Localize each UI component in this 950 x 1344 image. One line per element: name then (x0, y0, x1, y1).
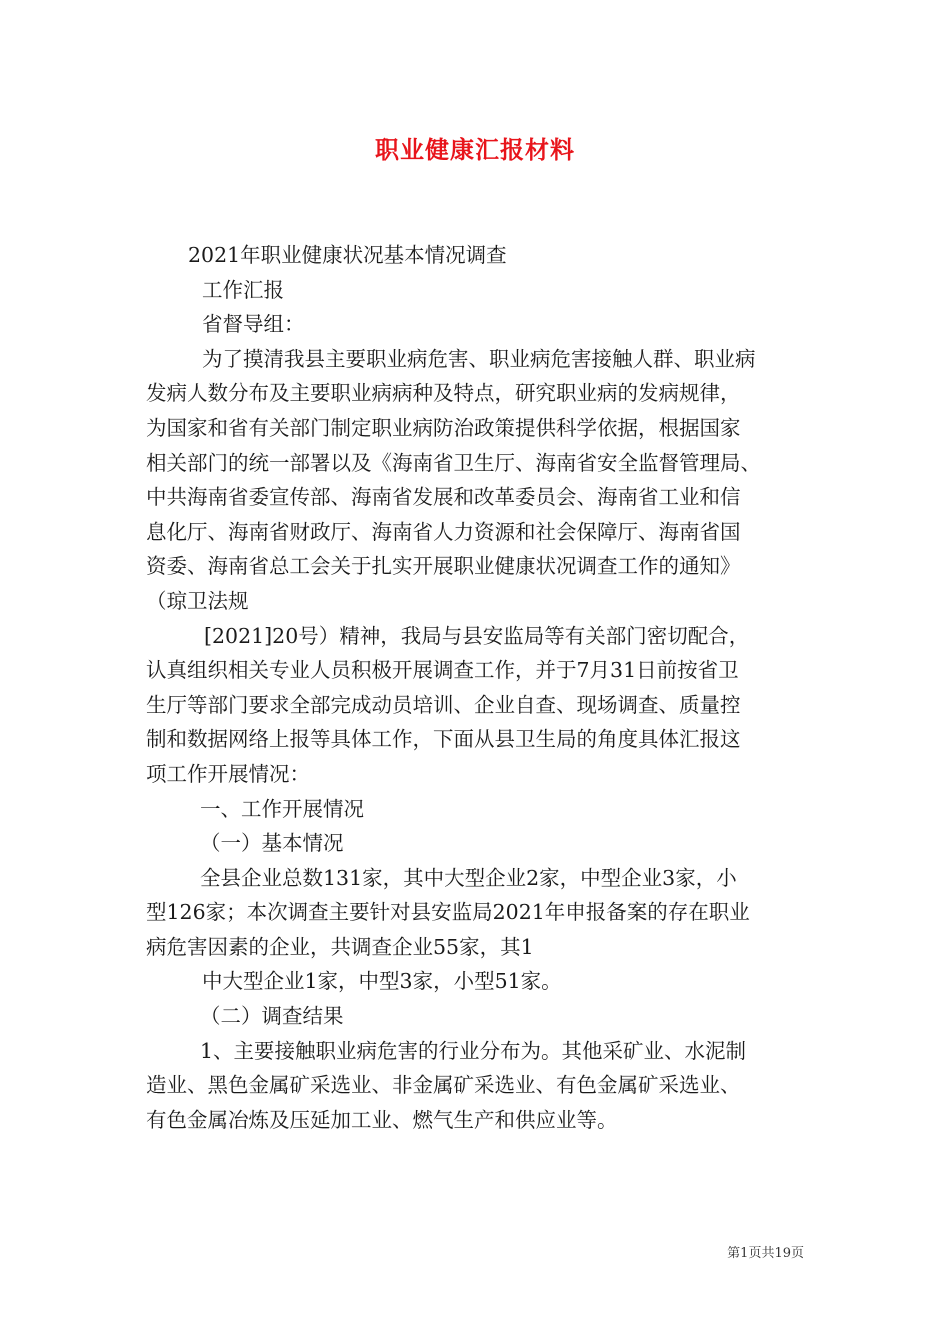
paragraph-line: 有色金属冶炼及压延加工业、燃气生产和供应业等。 (146, 1107, 618, 1132)
paragraph-line: 为国家和省有关部门制定职业病防治政策提供科学依据，根据国家 (146, 415, 741, 440)
paragraph-line: 病危害因素的企业，共调查企业55家，其1 (146, 934, 534, 959)
paragraph-line: 中大型企业1家，中型3家，小型51家。 (202, 969, 562, 994)
paragraph-line: [2021]20号）精神，我局与县安监局等有关部门密切配合， (204, 623, 750, 648)
paragraph-line: 造业、黑色金属矿采选业、非金属矿采选业、有色金属矿采选业、 (146, 1073, 741, 1098)
paragraph-line: 型126家；本次调查主要针对县安监局2021年申报备案的存在职业 (146, 900, 750, 925)
paragraph-line: 项工作开展情况： (146, 761, 310, 786)
paragraph-line: 生厅等部门要求全部完成动员培训、企业自查、现场调查、质量控 (146, 692, 741, 717)
paragraph-line: （琼卫法规 (146, 588, 249, 613)
paragraph-line: 资委、海南省总工会关于扎实开展职业健康状况调查工作的通知》 (146, 554, 741, 579)
subsection-heading: （二）调查结果 (200, 1004, 344, 1029)
paragraph-line: 1、主要接触职业病危害的行业分布为。其他采矿业、水泥制 (200, 1038, 747, 1063)
subsection-heading: （一）基本情况 (200, 831, 344, 856)
paragraph-line: 2021年职业健康状况基本情况调查 (188, 243, 507, 267)
paragraph-line: 制和数据网络上报等具体工作，下面从县卫生局的角度具体汇报这 (146, 727, 741, 752)
paragraph-line: 工作汇报 (202, 277, 284, 302)
paragraph-line: 息化厅、海南省财政厅、海南省人力资源和社会保障厅、海南省国 (146, 519, 741, 544)
paragraph-line: 全县企业总数131家，其中大型企业2家，中型企业3家，小 (200, 865, 737, 890)
section-heading: 一、工作开展情况 (200, 796, 364, 821)
paragraph-line: 省督导组： (202, 312, 305, 337)
page-title: 职业健康汇报材料 (375, 135, 575, 164)
paragraph-line: 中共海南省委宣传部、海南省发展和改革委员会、海南省工业和信 (146, 485, 741, 510)
paragraph-line: 认真组织相关专业人员积极开展调查工作，并于7月31日前按省卫 (146, 658, 739, 683)
paragraph-line: 相关部门的统一部署以及《海南省卫生厅、海南省安全监督管理局、 (146, 450, 761, 475)
paragraph-line: 发病人数分布及主要职业病病种及特点，研究职业病的发病规律， (146, 381, 741, 406)
paragraph-line: 为了摸清我县主要职业病危害、职业病危害接触人群、职业病 (202, 346, 756, 371)
document-body (146, 238, 810, 1137)
page-number: 第1页共19页 (727, 1246, 804, 1261)
